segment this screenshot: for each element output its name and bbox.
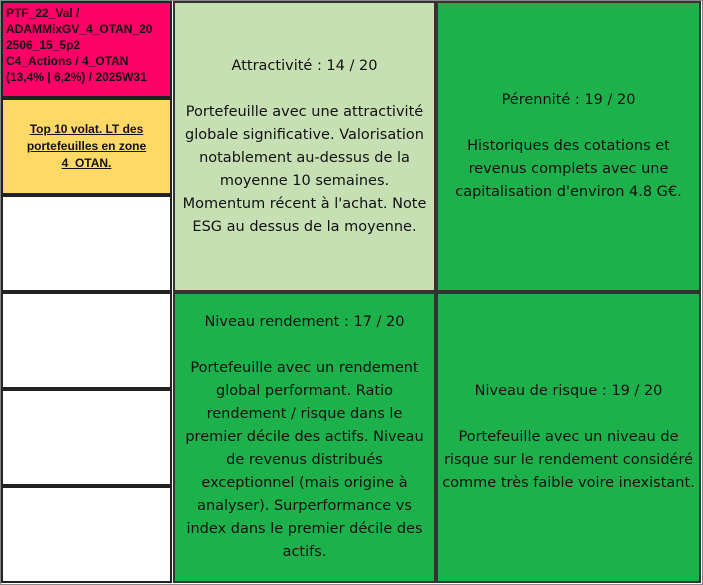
top10-link-cell[interactable] — [1, 98, 172, 195]
risque-title: Niveau de risque : 19 / 20 — [474, 383, 663, 399]
empty-cell — [1, 486, 172, 583]
risque-cell — [436, 292, 701, 583]
portfolio-id-line: 2506_15_5p2 — [6, 38, 81, 52]
attractivite-title: Attractivité : 14 / 20 — [231, 57, 378, 74]
risque-text: Portefeuille avec un niveau de risque sur le rendement considéré comme très faible voire inexistant. — [442, 429, 695, 491]
portfolio-id-cell — [1, 1, 172, 98]
rendement-title: Niveau rendement : 17 / 20 — [204, 314, 405, 330]
portfolio-id-line: ADAMMixGV_4_OTAN_20 — [6, 22, 153, 36]
portfolio-id-line: PTF_22_Val / — [6, 6, 80, 20]
attractivite-text: Portefeuille avec une attractivité globale significative. Valorisation notablement au-dessus de la moyenne 10 semaines. Momentum récent à l'achat. Note ESG au dessus de la moyenne. — [182, 103, 427, 235]
perennite-cell — [436, 1, 701, 292]
portfolio-id-line: C4_Actions / 4_OTAN — [6, 54, 129, 68]
top10-link[interactable]: Top 10 volat. LT des portefeuilles en zone 4_OTAN. — [26, 122, 147, 170]
attractivite-cell — [173, 1, 436, 292]
portfolio-id-line: (13,4% | 6,2%) / 2025W31 — [6, 70, 147, 84]
empty-cell — [1, 389, 172, 486]
empty-cell — [1, 292, 172, 389]
rendement-cell — [173, 292, 436, 583]
empty-cell — [1, 195, 172, 292]
rendement-text: Portefeuille avec un rendement global performant. Ratio rendement / risque dans le premier décile des actifs. Niveau de revenus distribués exceptionnel (mais origine à analyser). Surperformance vs index dans le premier décile des actifs. — [185, 360, 424, 560]
perennite-title: Pérennité : 19 / 20 — [501, 92, 636, 108]
perennite-text: Historiques des cotations et revenus complets avec une capitalisation d'environ 4.8 G€. — [455, 138, 682, 200]
